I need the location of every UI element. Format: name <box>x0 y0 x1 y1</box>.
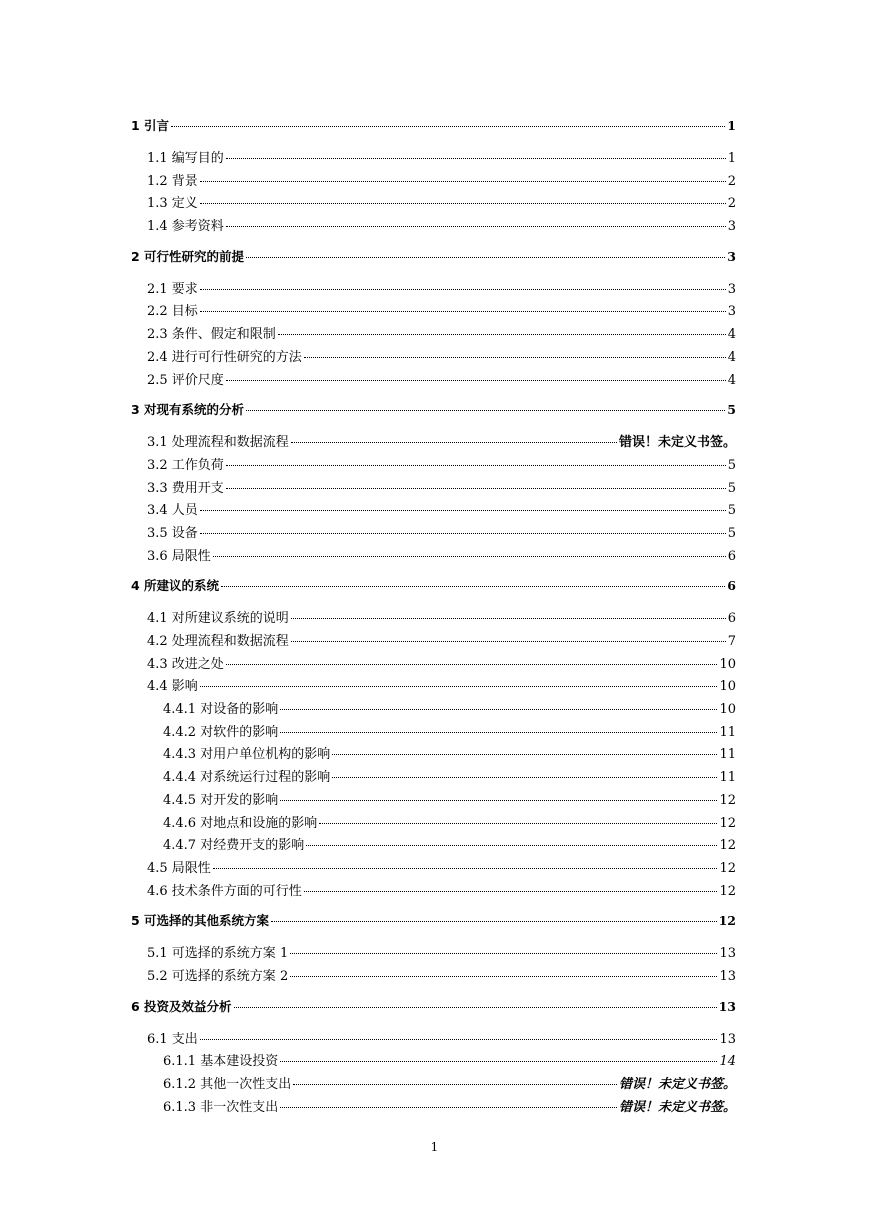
toc-entry-page: 4 <box>727 349 736 365</box>
toc-entry-level-3[interactable] <box>131 698 736 721</box>
toc-dot-leader <box>200 685 718 687</box>
toc-entry-label: 1.4 参考资料 <box>147 219 224 235</box>
toc-entry-label: 4.4 影响 <box>147 679 198 695</box>
toc-dot-leader <box>290 975 717 977</box>
toc-dot-leader <box>234 1006 717 1008</box>
toc-entry-page: 3 <box>727 248 736 264</box>
toc-entry-page: 6 <box>727 548 736 564</box>
toc-entry-page: 11 <box>719 770 736 786</box>
toc-entry-page: 5 <box>727 402 736 418</box>
toc-entry-level-2[interactable] <box>131 278 736 301</box>
toc-entry-label: 3.4 人员 <box>147 503 198 519</box>
toc-entry-label: 6.1.1 基本建设投资 <box>163 1054 279 1070</box>
toc-dot-leader <box>291 617 726 619</box>
toc-entry-level-1[interactable] <box>131 247 736 269</box>
toc-entry-level-3[interactable] <box>131 1096 736 1119</box>
toc-entry-level-2[interactable] <box>131 653 736 676</box>
toc-entry-level-2[interactable] <box>131 477 736 500</box>
toc-dot-leader <box>200 180 726 182</box>
toc-entry-page: 1 <box>727 151 736 166</box>
toc-dot-leader <box>200 509 726 511</box>
toc-dot-leader <box>221 585 725 587</box>
toc-entry-level-2[interactable] <box>131 630 736 653</box>
toc-entry-label: 5.2 可选择的系统方案 2 <box>147 968 289 984</box>
toc-entry-label: 4.3 改进之处 <box>147 656 224 672</box>
toc-entry-page: 10 <box>719 679 736 695</box>
toc-entry-page: 11 <box>719 747 736 763</box>
toc-entry-label: 3.2 工作负荷 <box>147 457 224 473</box>
toc-entry-level-1[interactable] <box>131 911 736 933</box>
toc-dot-leader <box>226 379 726 381</box>
toc-dot-leader <box>200 202 726 204</box>
toc-dot-leader <box>246 409 725 411</box>
toc-dot-leader <box>226 663 718 665</box>
toc-entry-page: 3 <box>727 304 736 320</box>
toc-dot-leader <box>304 890 718 892</box>
toc-entry-level-2[interactable] <box>131 147 736 170</box>
toc-entry-label: 4.4.5 对开发的影响 <box>163 792 279 808</box>
toc-entry-label: 3.3 费用开支 <box>147 480 224 496</box>
toc-entry-level-2[interactable] <box>131 215 736 238</box>
toc-entry-page: 6 <box>727 611 736 627</box>
toc-entry-label: 3.5 设备 <box>147 525 198 541</box>
toc-dot-leader <box>226 487 726 489</box>
toc-entry-level-2[interactable] <box>131 880 736 903</box>
toc-dot-leader <box>171 125 725 127</box>
toc-dot-leader <box>332 753 717 755</box>
toc-dot-leader <box>280 731 717 733</box>
toc-entry-page: 12 <box>718 913 736 929</box>
toc-dot-leader <box>278 333 726 335</box>
toc-entry-page: 6 <box>727 578 736 594</box>
toc-entry-label: 5 可选择的其他系统方案 <box>131 913 270 929</box>
toc-dot-leader <box>200 310 726 312</box>
toc-entry-page: 3 <box>727 219 736 235</box>
toc-entry-label: 4.4.1 对设备的影响 <box>163 702 279 718</box>
toc-entry-label: 2.1 要求 <box>147 281 198 297</box>
toc-entry-label: 2.3 条件、假定和限制 <box>147 327 276 343</box>
toc-entry-label: 1.3 定义 <box>147 196 198 212</box>
page-number: 1 <box>430 1140 439 1154</box>
toc-entry-page: 12 <box>719 792 736 808</box>
toc-entry-label: 1.2 背景 <box>147 173 198 189</box>
toc-entry-level-2[interactable] <box>131 300 736 323</box>
toc-entry-level-3[interactable] <box>131 1050 736 1073</box>
toc-entry-level-3[interactable] <box>131 834 736 857</box>
toc-entry-page: 5 <box>727 525 736 541</box>
toc-dot-leader <box>293 1083 617 1085</box>
toc-entry-label: 4.2 处理流程和数据流程 <box>147 634 289 649</box>
toc-entry-label: 4.1 对所建议系统的说明 <box>147 611 289 627</box>
toc-entry-error-ref: 错误！未定义书签。 <box>618 1099 736 1115</box>
toc-dot-leader <box>304 356 726 358</box>
toc-entry-page: 12 <box>719 815 736 831</box>
toc-entry-label: 4.4.4 对系统运行过程的影响 <box>163 770 331 786</box>
toc-entry-level-1[interactable] <box>131 576 736 598</box>
toc-entry-page: 11 <box>719 724 736 740</box>
toc-entry-label: 2 可行性研究的前提 <box>131 248 245 264</box>
toc-entry-label: 2.2 目标 <box>147 304 198 320</box>
toc-dot-leader <box>332 776 717 778</box>
toc-entry-page: 5 <box>727 457 736 473</box>
toc-entry-label: 6.1.3 非一次性支出 <box>163 1099 279 1115</box>
toc-entry-page: 13 <box>719 968 736 984</box>
toc-dot-leader <box>280 1106 617 1108</box>
toc-entry-label: 3.1 处理流程和数据流程 <box>147 435 289 451</box>
toc-entry-label: 4.4.6 对地点和设施的影响 <box>163 815 318 831</box>
toc-entry-label: 3.6 局限性 <box>147 548 211 564</box>
toc-entry-label: 2.4 进行可行性研究的方法 <box>147 349 302 365</box>
toc-entry-page: 5 <box>727 503 736 519</box>
toc-entry-level-3[interactable] <box>131 743 736 766</box>
toc-entry-level-2[interactable] <box>131 965 736 988</box>
toc-entry-label: 4.4.7 对经费开支的影响 <box>163 838 305 854</box>
toc-entry-level-1[interactable] <box>131 116 736 138</box>
toc-entry-level-2[interactable] <box>131 942 736 965</box>
toc-dot-leader <box>200 532 726 534</box>
toc-entry-page: 12 <box>719 883 736 899</box>
toc-entry-label: 1 引言 <box>131 118 170 133</box>
toc-entry-page: 12 <box>719 860 736 876</box>
toc-dot-leader <box>226 157 726 159</box>
toc-entry-level-3[interactable] <box>131 721 736 744</box>
toc-entry-level-2[interactable] <box>131 499 736 522</box>
toc-entry-level-2[interactable] <box>131 607 736 630</box>
toc-entry-level-2[interactable] <box>131 170 736 193</box>
toc-entry-page: 13 <box>719 946 736 962</box>
table-of-contents <box>131 116 736 1118</box>
toc-entry-level-2[interactable] <box>131 522 736 545</box>
toc-entry-page: 2 <box>727 173 736 189</box>
toc-dot-leader <box>290 952 717 954</box>
toc-dot-leader <box>291 640 726 642</box>
toc-entry-level-2[interactable] <box>131 192 736 215</box>
toc-dot-leader <box>306 844 717 846</box>
toc-entry-error-ref: 错误！未定义书签。 <box>618 1077 736 1092</box>
toc-entry-label: 4.4.3 对用户单位机构的影响 <box>163 747 331 763</box>
toc-entry-page: 5 <box>727 480 736 496</box>
toc-entry-page: 2 <box>727 196 736 212</box>
toc-entry-page: 3 <box>727 281 736 297</box>
toc-dot-leader <box>200 1038 718 1040</box>
toc-entry-level-2[interactable] <box>131 675 736 698</box>
toc-entry-page: 4 <box>727 327 736 343</box>
toc-entry-label: 5.1 可选择的系统方案 1 <box>147 946 289 962</box>
toc-entry-page: 13 <box>718 998 736 1014</box>
toc-dot-leader <box>200 288 726 290</box>
toc-dot-leader <box>213 555 726 557</box>
toc-dot-leader <box>291 441 617 443</box>
toc-entry-level-2[interactable] <box>131 431 736 454</box>
toc-entry-level-2[interactable] <box>131 1028 736 1051</box>
toc-entry-page: 4 <box>727 372 736 388</box>
toc-entry-page: 1 <box>727 118 736 133</box>
toc-entry-label: 4 所建议的系统 <box>131 578 220 594</box>
toc-dot-leader <box>226 225 726 227</box>
toc-dot-leader <box>213 867 718 869</box>
toc-entry-level-2[interactable] <box>131 346 736 369</box>
toc-entry-label: 2.5 评价尺度 <box>147 372 224 388</box>
toc-entry-label: 4.4.2 对软件的影响 <box>163 724 279 740</box>
toc-entry-level-2[interactable] <box>131 369 736 392</box>
toc-entry-error-ref: 错误！未定义书签。 <box>618 435 736 451</box>
toc-dot-leader <box>319 822 717 824</box>
toc-entry-level-1[interactable] <box>131 997 736 1019</box>
toc-entry-label: 6.1.2 其他一次性支出 <box>163 1077 292 1092</box>
toc-entry-level-2[interactable] <box>131 323 736 346</box>
toc-entry-level-3[interactable] <box>131 1073 736 1096</box>
toc-dot-leader <box>271 920 717 922</box>
toc-dot-leader <box>226 464 726 466</box>
toc-dot-leader <box>280 708 717 710</box>
toc-dot-leader <box>246 256 725 258</box>
toc-entry-page: 10 <box>719 656 736 672</box>
toc-entry-page: 14 <box>719 1054 736 1070</box>
toc-entry-page: 12 <box>719 838 736 854</box>
toc-entry-label: 4.6 技术条件方面的可行性 <box>147 883 302 899</box>
toc-entry-page: 13 <box>719 1031 736 1047</box>
toc-entry-level-2[interactable] <box>131 454 736 477</box>
toc-entry-page: 7 <box>727 634 736 649</box>
toc-dot-leader <box>280 799 717 801</box>
toc-entry-label: 1.1 编写目的 <box>147 151 224 166</box>
toc-entry-level-3[interactable] <box>131 812 736 835</box>
toc-entry-label: 3 对现有系统的分析 <box>131 402 245 418</box>
toc-entry-level-1[interactable] <box>131 400 736 422</box>
toc-entry-label: 6.1 支出 <box>147 1031 198 1047</box>
toc-entry-level-3[interactable] <box>131 789 736 812</box>
toc-entry-level-2[interactable] <box>131 545 736 568</box>
toc-entry-level-3[interactable] <box>131 766 736 789</box>
toc-entry-page: 10 <box>719 702 736 718</box>
toc-entry-label: 4.5 局限性 <box>147 860 211 876</box>
toc-entry-level-2[interactable] <box>131 857 736 880</box>
toc-entry-label: 6 投资及效益分析 <box>131 998 232 1014</box>
toc-dot-leader <box>280 1060 717 1062</box>
